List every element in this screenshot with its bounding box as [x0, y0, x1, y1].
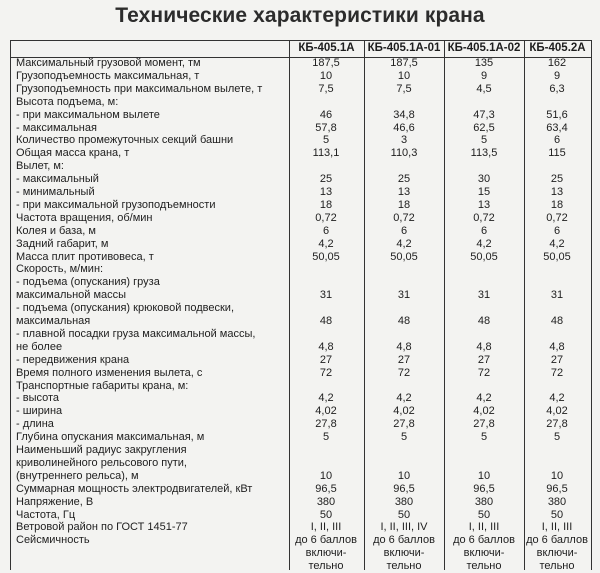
row-value: до 6 баллов — [295, 534, 357, 547]
row-value: 31 — [477, 289, 491, 302]
row-value: 62,5 — [473, 121, 495, 134]
row-value: тельно — [308, 560, 344, 573]
row-label: Масса плит противовеса, т — [16, 250, 154, 263]
row-label: Задний габарит, м — [16, 237, 109, 250]
row-label: Время полного изменения вылета, с — [16, 366, 203, 379]
row-value: 96,5 — [473, 482, 495, 495]
row-value: включи- — [536, 547, 578, 560]
row-label: - ширина — [16, 405, 63, 418]
row-value: 0,72 — [473, 211, 495, 224]
row-value: 72 — [550, 366, 564, 379]
table-row — [10, 354, 592, 366]
row-value: 5 — [400, 431, 408, 444]
row-value: 50,05 — [390, 250, 418, 263]
table-row — [10, 380, 592, 392]
table-header — [10, 40, 592, 58]
row-value: 96,5 — [546, 482, 568, 495]
row-value: 4,02 — [546, 405, 568, 418]
table-row — [10, 238, 592, 250]
row-value: 30 — [477, 173, 491, 186]
column-header: КБ-405.2А — [529, 42, 586, 54]
row-value: 25 — [397, 173, 411, 186]
row-value: 113,1 — [312, 147, 340, 160]
table-row — [10, 470, 592, 482]
table-row — [10, 186, 592, 198]
row-value: I, II, III — [310, 521, 342, 534]
table-row — [10, 251, 592, 263]
row-label: (внутреннего рельса), м — [16, 469, 139, 482]
row-value: 187,5 — [312, 57, 340, 69]
page-title: Технические характеристики крана — [115, 4, 485, 27]
row-value: 5 — [322, 431, 330, 444]
row-label: Глубина опускания максимальная, м — [16, 431, 205, 444]
row-value: 10 — [397, 469, 411, 482]
row-value: 5 — [322, 134, 330, 147]
column-header: КБ-405.1А-01 — [367, 42, 441, 54]
row-value: 18 — [550, 198, 564, 211]
row-label: - при максимальном вылете — [16, 108, 160, 121]
row-label: Вылет, м: — [16, 160, 64, 173]
row-value: 18 — [397, 198, 411, 211]
row-value: 7,5 — [396, 82, 412, 95]
row-value: 6,3 — [549, 82, 565, 95]
row-value: 57,8 — [315, 121, 337, 134]
row-label: максимальная — [16, 315, 91, 327]
row-value: 6 — [480, 224, 488, 237]
row-value: 48 — [397, 315, 411, 327]
row-value: 10 — [319, 469, 333, 482]
row-value: тельно — [466, 560, 502, 573]
table-row — [10, 109, 592, 121]
row-label: - высота — [16, 392, 60, 405]
row-value: 6 — [322, 224, 330, 237]
row-value: 3 — [400, 134, 408, 147]
row-value: 4,8 — [318, 340, 334, 353]
row-value: 48 — [550, 315, 564, 327]
row-value: включи- — [463, 547, 505, 560]
row-label: - минимальный — [16, 186, 95, 198]
row-value: 27,8 — [393, 418, 415, 431]
table-row — [10, 276, 592, 288]
row-value: 46,6 — [393, 121, 415, 134]
row-label: - максимальный — [16, 173, 99, 186]
row-value: 4,02 — [473, 405, 495, 418]
row-label: Максимальный грузовой момент, тм — [16, 57, 201, 69]
row-value: 4,2 — [396, 237, 412, 250]
table-row — [10, 418, 592, 430]
row-value: 0,72 — [393, 211, 415, 224]
row-value: 48 — [477, 315, 491, 327]
row-label: - плавной посадки груза максимальной массы, — [16, 327, 256, 340]
row-value: 13 — [477, 198, 491, 211]
table-row — [10, 134, 592, 146]
row-value: 72 — [319, 366, 333, 379]
row-value: 50,05 — [312, 250, 340, 263]
table-row — [10, 509, 592, 521]
row-value: 50 — [397, 508, 411, 521]
row-value: 135 — [474, 57, 494, 69]
row-label: - при максимальной грузоподъемности — [16, 198, 216, 211]
row-value: 96,5 — [315, 482, 337, 495]
row-value: I, II, III — [468, 521, 500, 534]
table-row — [10, 521, 592, 533]
row-label: Грузоподъемность максимальная, т — [16, 69, 200, 82]
row-value: 380 — [547, 495, 567, 508]
row-value: 4,2 — [476, 237, 492, 250]
column-header: КБ-405.1А — [298, 42, 355, 54]
row-value: 5 — [480, 431, 488, 444]
table-row — [10, 96, 592, 108]
row-value: 63,4 — [546, 121, 568, 134]
row-label: Колея и база, м — [16, 224, 96, 237]
row-value: тельно — [539, 560, 575, 573]
row-value: 115 — [548, 147, 566, 160]
row-value: 27 — [550, 353, 564, 366]
row-value: 110,3 — [390, 147, 418, 160]
row-value: 187,5 — [390, 57, 418, 69]
row-value: 48 — [319, 315, 333, 327]
row-label: - передвижения крана — [16, 353, 130, 366]
row-value: 4,8 — [476, 340, 492, 353]
row-value: до 6 баллов — [526, 534, 588, 547]
table-row — [10, 483, 592, 495]
row-value: 0,72 — [315, 211, 337, 224]
row-value: 9 — [480, 69, 488, 82]
row-label: Высота подъема, м: — [16, 95, 119, 108]
row-label: - длина — [16, 418, 54, 431]
row-label: Частота вращения, об/мин — [16, 211, 153, 224]
row-value: 34,8 — [393, 108, 415, 121]
row-label: Напряжение, В — [16, 495, 94, 508]
row-value: 15 — [477, 186, 491, 198]
table-row — [10, 560, 592, 572]
row-label: Суммарная мощность электродвигателей, кВт — [16, 482, 253, 495]
row-value: 27,8 — [315, 418, 337, 431]
row-value: включи- — [383, 547, 425, 560]
row-value: 10 — [477, 469, 491, 482]
row-value: 4,8 — [549, 340, 565, 353]
row-value: 4,02 — [315, 405, 337, 418]
row-value: 4,2 — [396, 392, 412, 405]
table-row — [10, 70, 592, 82]
row-value: 18 — [319, 198, 333, 211]
row-value: 4,2 — [549, 237, 565, 250]
row-value: 0,72 — [546, 211, 568, 224]
row-value: 27,8 — [546, 418, 568, 431]
row-value: 50,05 — [543, 250, 571, 263]
row-value: 25 — [550, 173, 564, 186]
row-value: 31 — [550, 289, 564, 302]
table-row — [10, 444, 592, 456]
table-row — [10, 341, 592, 353]
table-row — [10, 534, 592, 546]
row-value: тельно — [386, 560, 422, 573]
row-value: 13 — [319, 186, 333, 198]
table-row — [10, 496, 592, 508]
row-value: 4,2 — [476, 392, 492, 405]
row-label: Скорость, м/мин: — [16, 263, 104, 276]
row-value: 31 — [397, 289, 411, 302]
row-value: включи- — [305, 547, 347, 560]
row-value: 10 — [319, 69, 333, 82]
row-label: Общая масса крана, т — [16, 147, 130, 160]
table-row — [10, 547, 592, 559]
row-label: - подъема (опускания) крюковой подвески, — [16, 302, 235, 315]
row-value: 96,5 — [393, 482, 415, 495]
table-row — [10, 457, 592, 469]
row-value: 72 — [477, 366, 491, 379]
row-value: 27,8 — [473, 418, 495, 431]
row-label: Транспортные габариты крана, м: — [16, 379, 189, 392]
row-value: 50 — [477, 508, 491, 521]
table-row — [10, 83, 592, 95]
table-row — [10, 263, 592, 275]
table-row — [10, 212, 592, 224]
specs-table — [10, 40, 592, 573]
table-row — [10, 431, 592, 443]
row-value: до 6 баллов — [373, 534, 435, 547]
row-label: Количество промежуточных секций башни — [16, 134, 234, 147]
row-value: 6 — [400, 224, 408, 237]
row-value: 4,2 — [318, 237, 334, 250]
row-value: 6 — [553, 134, 561, 147]
row-value: 72 — [397, 366, 411, 379]
row-value: 27 — [477, 353, 491, 366]
row-value: 47,3 — [473, 108, 495, 121]
row-value: 162 — [547, 57, 567, 69]
row-value: 4,2 — [318, 392, 334, 405]
table-row — [10, 122, 592, 134]
table-row — [10, 302, 592, 314]
row-value: 13 — [550, 186, 564, 198]
table-row — [10, 225, 592, 237]
row-value: 10 — [550, 469, 564, 482]
row-label: не более — [16, 340, 63, 353]
row-label: Наименьший радиус закругления — [16, 444, 187, 456]
row-value: 380 — [316, 495, 336, 508]
table-row — [10, 57, 592, 69]
row-value: 13 — [397, 186, 411, 198]
row-value: 9 — [553, 69, 561, 82]
row-value: 10 — [397, 69, 411, 82]
table-row — [10, 405, 592, 417]
row-value: 27 — [319, 353, 333, 366]
row-value: 113,5 — [470, 147, 498, 160]
row-label: криволинейного рельсового пути, — [16, 456, 187, 469]
table-row — [10, 289, 592, 301]
row-value: 5 — [553, 431, 561, 444]
row-value: 4,5 — [476, 82, 492, 95]
row-value: 5 — [480, 134, 488, 147]
table-row — [10, 315, 592, 327]
row-value: 51,6 — [546, 108, 568, 121]
row-value: 7,5 — [318, 82, 334, 95]
row-label: Сейсмичность — [16, 534, 90, 547]
row-value: 380 — [474, 495, 494, 508]
table-row — [10, 328, 592, 340]
row-label: Ветровой район по ГОСТ 1451-77 — [16, 521, 188, 534]
row-value: 4,2 — [549, 392, 565, 405]
row-label: - максимальная — [16, 121, 97, 134]
row-label: Частота, Гц — [16, 508, 76, 521]
table-row — [10, 199, 592, 211]
row-value: I, II, III, IV — [380, 521, 428, 534]
row-value: 50 — [319, 508, 333, 521]
row-value: 25 — [319, 173, 333, 186]
row-value: 46 — [319, 108, 333, 121]
row-label: - подъема (опускания) груза — [16, 276, 160, 289]
table-row — [10, 160, 592, 172]
table-row — [10, 392, 592, 404]
row-value: 50,05 — [470, 250, 498, 263]
row-value: 27 — [397, 353, 411, 366]
row-value: 4,8 — [396, 340, 412, 353]
column-header: КБ-405.1А-02 — [447, 42, 521, 54]
row-label: Грузоподъемность при максимальном вылете, т — [16, 82, 263, 95]
table-row — [10, 147, 592, 159]
row-value: I, II, III — [541, 521, 573, 534]
table-row — [10, 367, 592, 379]
row-value: 4,02 — [393, 405, 415, 418]
row-value: 50 — [550, 508, 564, 521]
table-row — [10, 173, 592, 185]
row-value: 6 — [553, 224, 561, 237]
row-value: до 6 баллов — [453, 534, 515, 547]
row-label: максимальной массы — [16, 289, 127, 302]
row-value: 380 — [394, 495, 414, 508]
row-value: 31 — [319, 289, 333, 302]
